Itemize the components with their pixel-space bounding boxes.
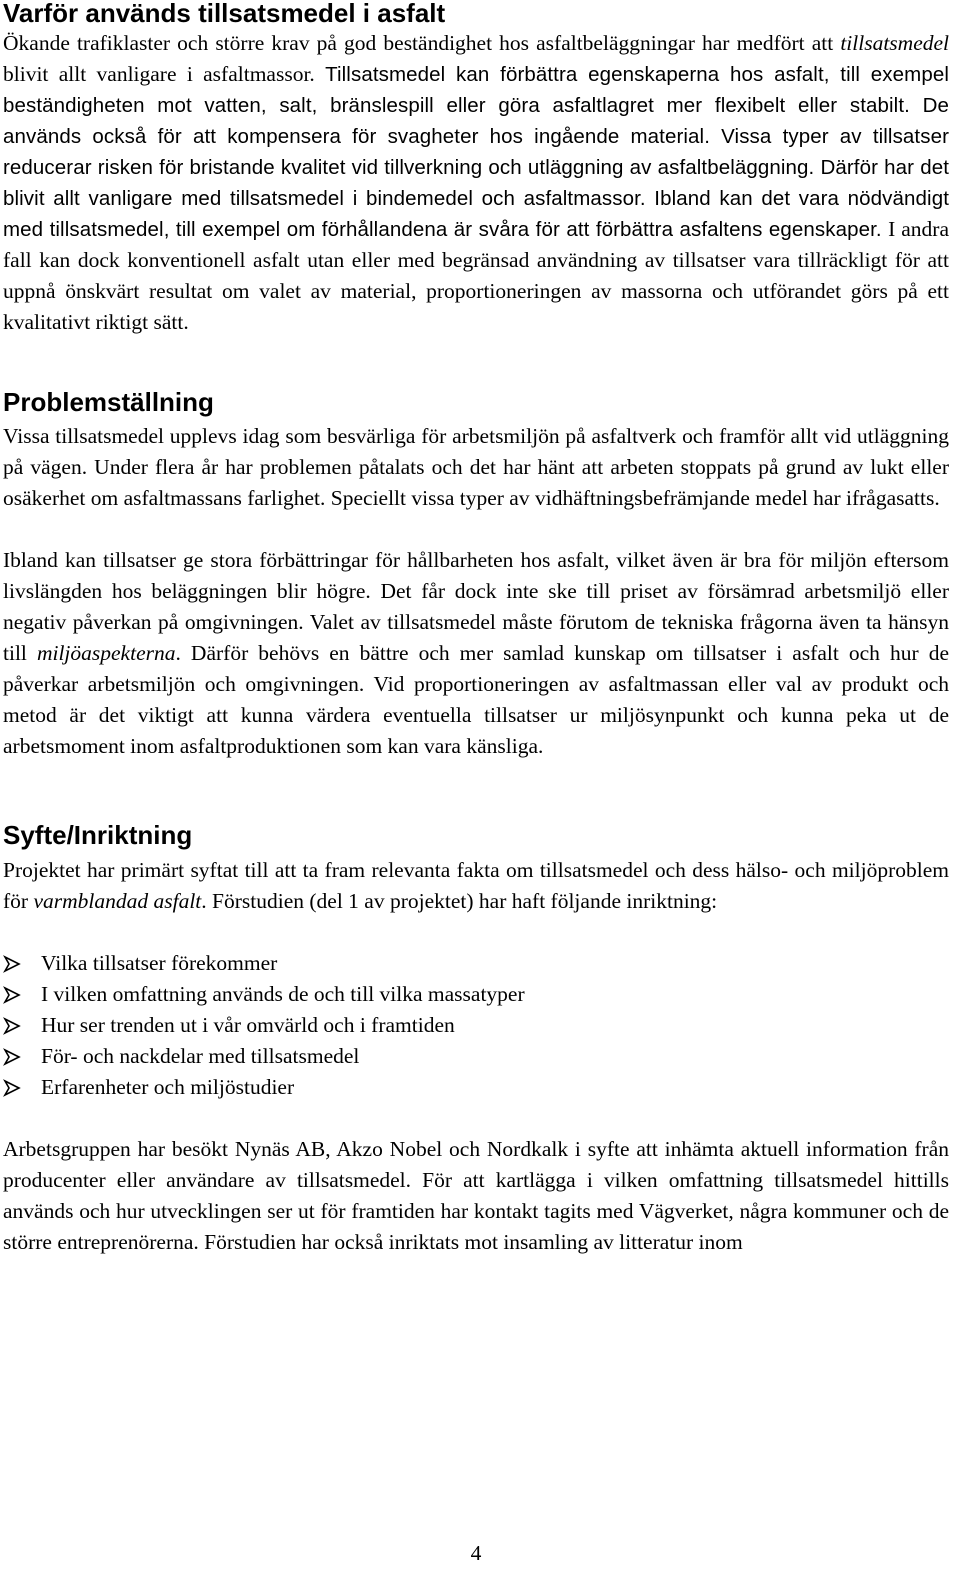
- term-miljoaspekterna: miljöaspekterna: [36, 641, 176, 665]
- list-item: [3, 948, 949, 979]
- document-page: [3, 0, 949, 1258]
- term-tillsatsmedel: tillsatsmedel: [840, 31, 949, 55]
- section-heading-varfor: Varför används tillsatsmedel i asfalt: [3, 0, 446, 28]
- paragraph-syfte-2: Arbetsgruppen har besökt Nynäs AB, Akzo Nobel och Nordkalk i syfte att inhämta aktuell information från producenter eller användare av tillsatsmedel. För att kartlägga i vilken omfattning tillsatsmedel hittills används och hur utvecklingen ser ut för framtiden har kontakt tagits med Vägverket, några kommuner och de större entreprenörerna. Förstudien har också inriktats mot insamling av litteratur inom: [3, 1137, 949, 1254]
- arrowhead-bullet-icon: [3, 986, 41, 1004]
- arrowhead-bullet-icon: [3, 1048, 41, 1066]
- inriktning-list: [3, 948, 949, 1103]
- paragraph-varfor-text-a: Ökande trafiklaster och större krav på god beständighet hos asfaltbeläggningar har medfört att: [3, 31, 841, 55]
- paragraph-syfte-1-text-a: Projektet har primärt syftat till att ta fram relevanta fakta om tillsatsmedel och dess hälso- och miljöproblem för: [3, 858, 949, 913]
- term-varmblandad-asfalt: varmblandad asfalt: [33, 889, 202, 913]
- paragraph-problem-2-text-b: . Därför behövs en bättre och mer samlad kunskap om tillsatser i asfalt och hur de påverkar arbetsmiljön och omgivningen. Vid proportioneringen av asfaltmassan eller val av produkt och metod är det viktigt att kunna värdera eventuella tillsatser ur miljösynpunkt och kunna peka ut de arbetsmoment inom asfaltproduktionen som kan vara känsliga.: [3, 641, 949, 758]
- list-item-text: I vilken omfattning används de och till vilka massatyper: [41, 982, 525, 1006]
- paragraph-syfte-1: [3, 855, 949, 917]
- list-item-text: Hur ser trenden ut i vår omvärld och i framtiden: [41, 1013, 455, 1037]
- arrowhead-bullet-icon: [3, 955, 41, 973]
- paragraph-problem-2: [3, 545, 949, 762]
- arrowhead-bullet-icon: [3, 1079, 41, 1097]
- list-item-text: Erfarenheter och miljöstudier: [41, 1075, 295, 1099]
- paragraph-varfor-text-serif: I andra fall kan dock konventionell asfalt utan eller med begränsad användning av tillsatser vara tillräckligt för att uppnå önskvärt resultat om valet av material, proportioneringen av massorna och utförandet görs på ett kvalitativt riktigt sätt.: [3, 217, 950, 334]
- list-item-text: Vilka tillsatser förekommer: [41, 951, 278, 975]
- list-item-text: För- och nackdelar med tillsatsmedel: [41, 1044, 360, 1068]
- list-item: [3, 979, 949, 1010]
- page-number: 4: [470, 1541, 482, 1565]
- paragraph-syfte-1-text-b: . Förstudien (del 1 av projektet) har haft följande inriktning:: [201, 889, 718, 913]
- paragraph-problem-1: Vissa tillsatsmedel upplevs idag som besvärliga för arbetsmiljön på asfaltverk och framför allt vid utläggning på vägen. Under flera år har problemen påtalats och det har hänt att arbeten stoppats på grund av lukt eller osäkerhet om asfaltmassans farlighet. Speciellt vissa typer av vidhäftningsbefrämjande medel har ifrågasatts.: [3, 424, 949, 510]
- paragraph-varfor-text-b: blivit allt vanligare i asfaltmassor.: [3, 62, 326, 86]
- list-item: [3, 1041, 949, 1072]
- paragraph-problem-2-text-a: Ibland kan tillsatser ge stora förbättringar för hållbarheten hos asfalt, vilket även är bra för miljön eftersom livslängden hos beläggningen blir högre. Det får dock inte ske till priset av försämrad arbetsmiljö eller negativ påverkan på omgivningen. Valet av tillsatsmedel måste förutom de tekniska frågorna även ta hänsyn till: [3, 548, 949, 665]
- list-item: [3, 1010, 949, 1041]
- section-heading-syfte: Syfte/Inriktning: [3, 820, 193, 850]
- paragraph-varfor: [3, 28, 949, 338]
- section-heading-problemstallning: Problemställning: [3, 387, 214, 417]
- list-item: [3, 1072, 949, 1103]
- paragraph-varfor-text-sans: Tillsatsmedel kan förbättra egenskaperna hos asfalt, till exempel beständigheten mot vatten, salt, bränslespill eller göra asfaltlagret mer flexibelt eller stabilt. De används också för att kompensera för svagheter hos ingående material. Vissa typer av tillsatser reducerar risken för bristande kvalitet vid tillverkning och utläggning av asfaltbeläggning. Därför har det blivit allt vanligare med tillsatsmedel i bindemedel och asfaltmassor. Ibland kan det vara nödvändigt med tillsatsmedel, till exempel om förhållandena är svåra för att förbättra asfaltens egenskaper.: [3, 63, 949, 241]
- arrowhead-bullet-icon: [3, 1017, 41, 1035]
